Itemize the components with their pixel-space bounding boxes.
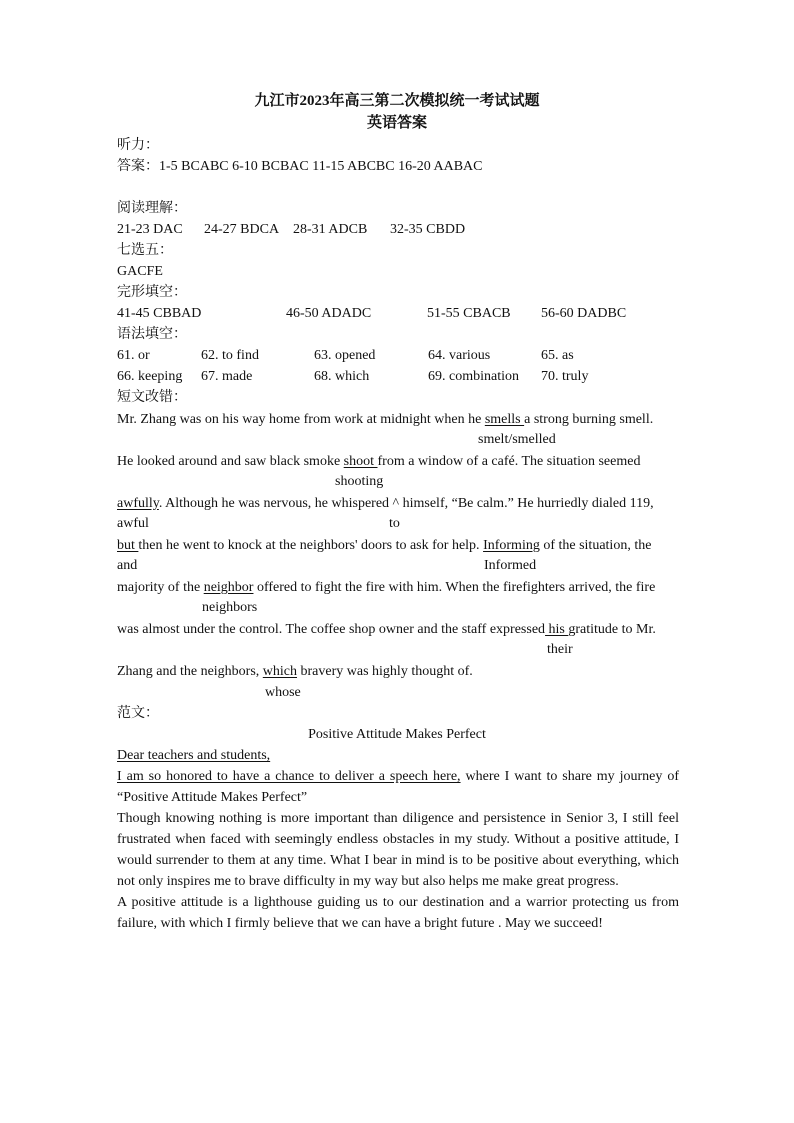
- correction-text: was almost under the control. The coffee shop owner and the staff expressed: [117, 622, 546, 637]
- correction-text: gratitude to Mr.: [568, 622, 656, 637]
- cloze-group-2: 46-50 ADADC: [286, 306, 372, 321]
- page-subtitle: 英语答案: [366, 115, 427, 131]
- error-word: smells: [484, 412, 525, 427]
- reading-group-3: 28-31 ADCB: [293, 222, 368, 237]
- correction-line-6: [117, 621, 656, 639]
- reading-group-1: 21-23 DAC: [117, 222, 183, 237]
- correction-fix-6: their: [547, 642, 573, 657]
- correction-fix-3b: to: [389, 516, 400, 531]
- correction-line-7: [117, 663, 473, 681]
- grammar-heading: 语法填空：: [117, 327, 187, 342]
- seven-choose-five-heading: 七选五：: [117, 243, 173, 258]
- essay-heading: 范文：: [117, 706, 159, 721]
- correction-fix-5: neighbors: [202, 600, 258, 615]
- seven-choose-five-answer: GACFE: [117, 264, 163, 279]
- correction-line-1: [117, 411, 653, 429]
- correction-fix-4b: Informed: [484, 558, 537, 573]
- cloze-group-3: 51-55 CBACB: [427, 306, 511, 321]
- error-word: his: [545, 622, 569, 637]
- error-word: neighbor: [203, 580, 254, 595]
- correction-text: . Although he was nervous, he whispered ^ himself, “Be calm.” He hurriedly dialed 119,: [158, 496, 654, 511]
- error-word: but: [117, 538, 139, 553]
- reading-group-2: 24-27 BDCA: [204, 222, 280, 237]
- correction-line-3: [117, 495, 654, 513]
- correction-line-2: [117, 453, 640, 471]
- correction-line-4: [117, 537, 651, 555]
- essay-paragraph-1: [117, 766, 679, 808]
- correction-text: from a window of a café. The situation seemed: [377, 454, 641, 469]
- reading-group-4: 32-35 CBDD: [390, 222, 466, 237]
- correction-text: bravery was highly thought of.: [297, 664, 473, 679]
- grammar-answer-70: 70. truly: [541, 369, 589, 384]
- essay-greeting: Dear teachers and students,: [117, 748, 271, 763]
- essay-text: where I want to share my journey of “Positive Attitude Makes Perfect”: [117, 769, 679, 805]
- cloze-group-4: 56-60 DADBC: [541, 306, 627, 321]
- error-word: shoot: [343, 454, 378, 469]
- correction-fix-3a: awful: [117, 516, 149, 531]
- correction-fix-7: whose: [265, 685, 301, 700]
- error-word: which: [262, 664, 298, 679]
- correction-text: a strong burning smell.: [524, 412, 654, 427]
- grammar-answer-62: 62. to find: [201, 348, 259, 363]
- grammar-answer-61: 61. or: [117, 348, 150, 363]
- essay-paragraph-2: Though knowing nothing is more important than diligence and persistence in Senior 3, I still feel frustrated when faced with seemingly endless obstacles in my study. Without a positive attitude, I would surrender to them at any time. What I bear in mind is to be positive about everything, which not only inspires me to brave difficulty in my way but also helps me make great progress.: [117, 811, 679, 889]
- correction-fix-1: smelt/smelled: [478, 432, 556, 447]
- error-word: awfully: [117, 496, 159, 511]
- listening-heading: 听力：: [117, 138, 159, 153]
- grammar-answer-65: 65. as: [541, 348, 574, 363]
- essay-title: Positive Attitude Makes Perfect: [308, 727, 486, 742]
- grammar-answer-63: 63. opened: [314, 348, 376, 363]
- grammar-answer-67: 67. made: [201, 369, 253, 384]
- grammar-answer-69: 69. combination: [428, 369, 519, 384]
- correction-fix-2: shooting: [335, 474, 384, 489]
- essay-paragraph-3: A positive attitude is a lighthouse guiding us to our destination and a warrior protecting us from failure, with which I firmly believe that we can have a bright future . May we succeed!: [117, 895, 679, 931]
- correction-text: of the situation, the: [539, 538, 652, 553]
- cloze-heading: 完形填空：: [117, 285, 187, 300]
- correction-text: offered to fight the fire with him. When the firefighters arrived, the fire: [253, 580, 656, 595]
- correction-text: Mr. Zhang was on his way home from work at midnight when he: [117, 412, 485, 427]
- cloze-group-1: 41-45 CBBAD: [117, 306, 202, 321]
- grammar-answer-68: 68. which: [314, 369, 370, 384]
- correction-text: then he went to knock at the neighbors' doors to ask for help.: [138, 538, 484, 553]
- page-title: 九江市2023年高三第二次模拟统一考试试题: [254, 93, 540, 109]
- correction-heading: 短文改错：: [117, 390, 187, 405]
- grammar-answer-66: 66. keeping: [117, 369, 183, 384]
- essay-underlined-phrase: I am so honored to have a chance to deliver a speech here,: [117, 769, 461, 784]
- error-word: Informing: [483, 538, 540, 553]
- correction-text: He looked around and saw black smoke: [117, 454, 344, 469]
- listening-answers: 答案：1-5 BCABC 6-10 BCBAC 11-15 ABCBC 16-20 AABAC: [117, 159, 483, 174]
- reading-heading: 阅读理解：: [117, 201, 187, 216]
- correction-text: Zhang and the neighbors,: [117, 664, 263, 679]
- grammar-answer-64: 64. various: [428, 348, 491, 363]
- correction-line-5: [117, 579, 655, 597]
- correction-fix-4a: and: [117, 558, 138, 573]
- correction-text: majority of the: [117, 580, 204, 595]
